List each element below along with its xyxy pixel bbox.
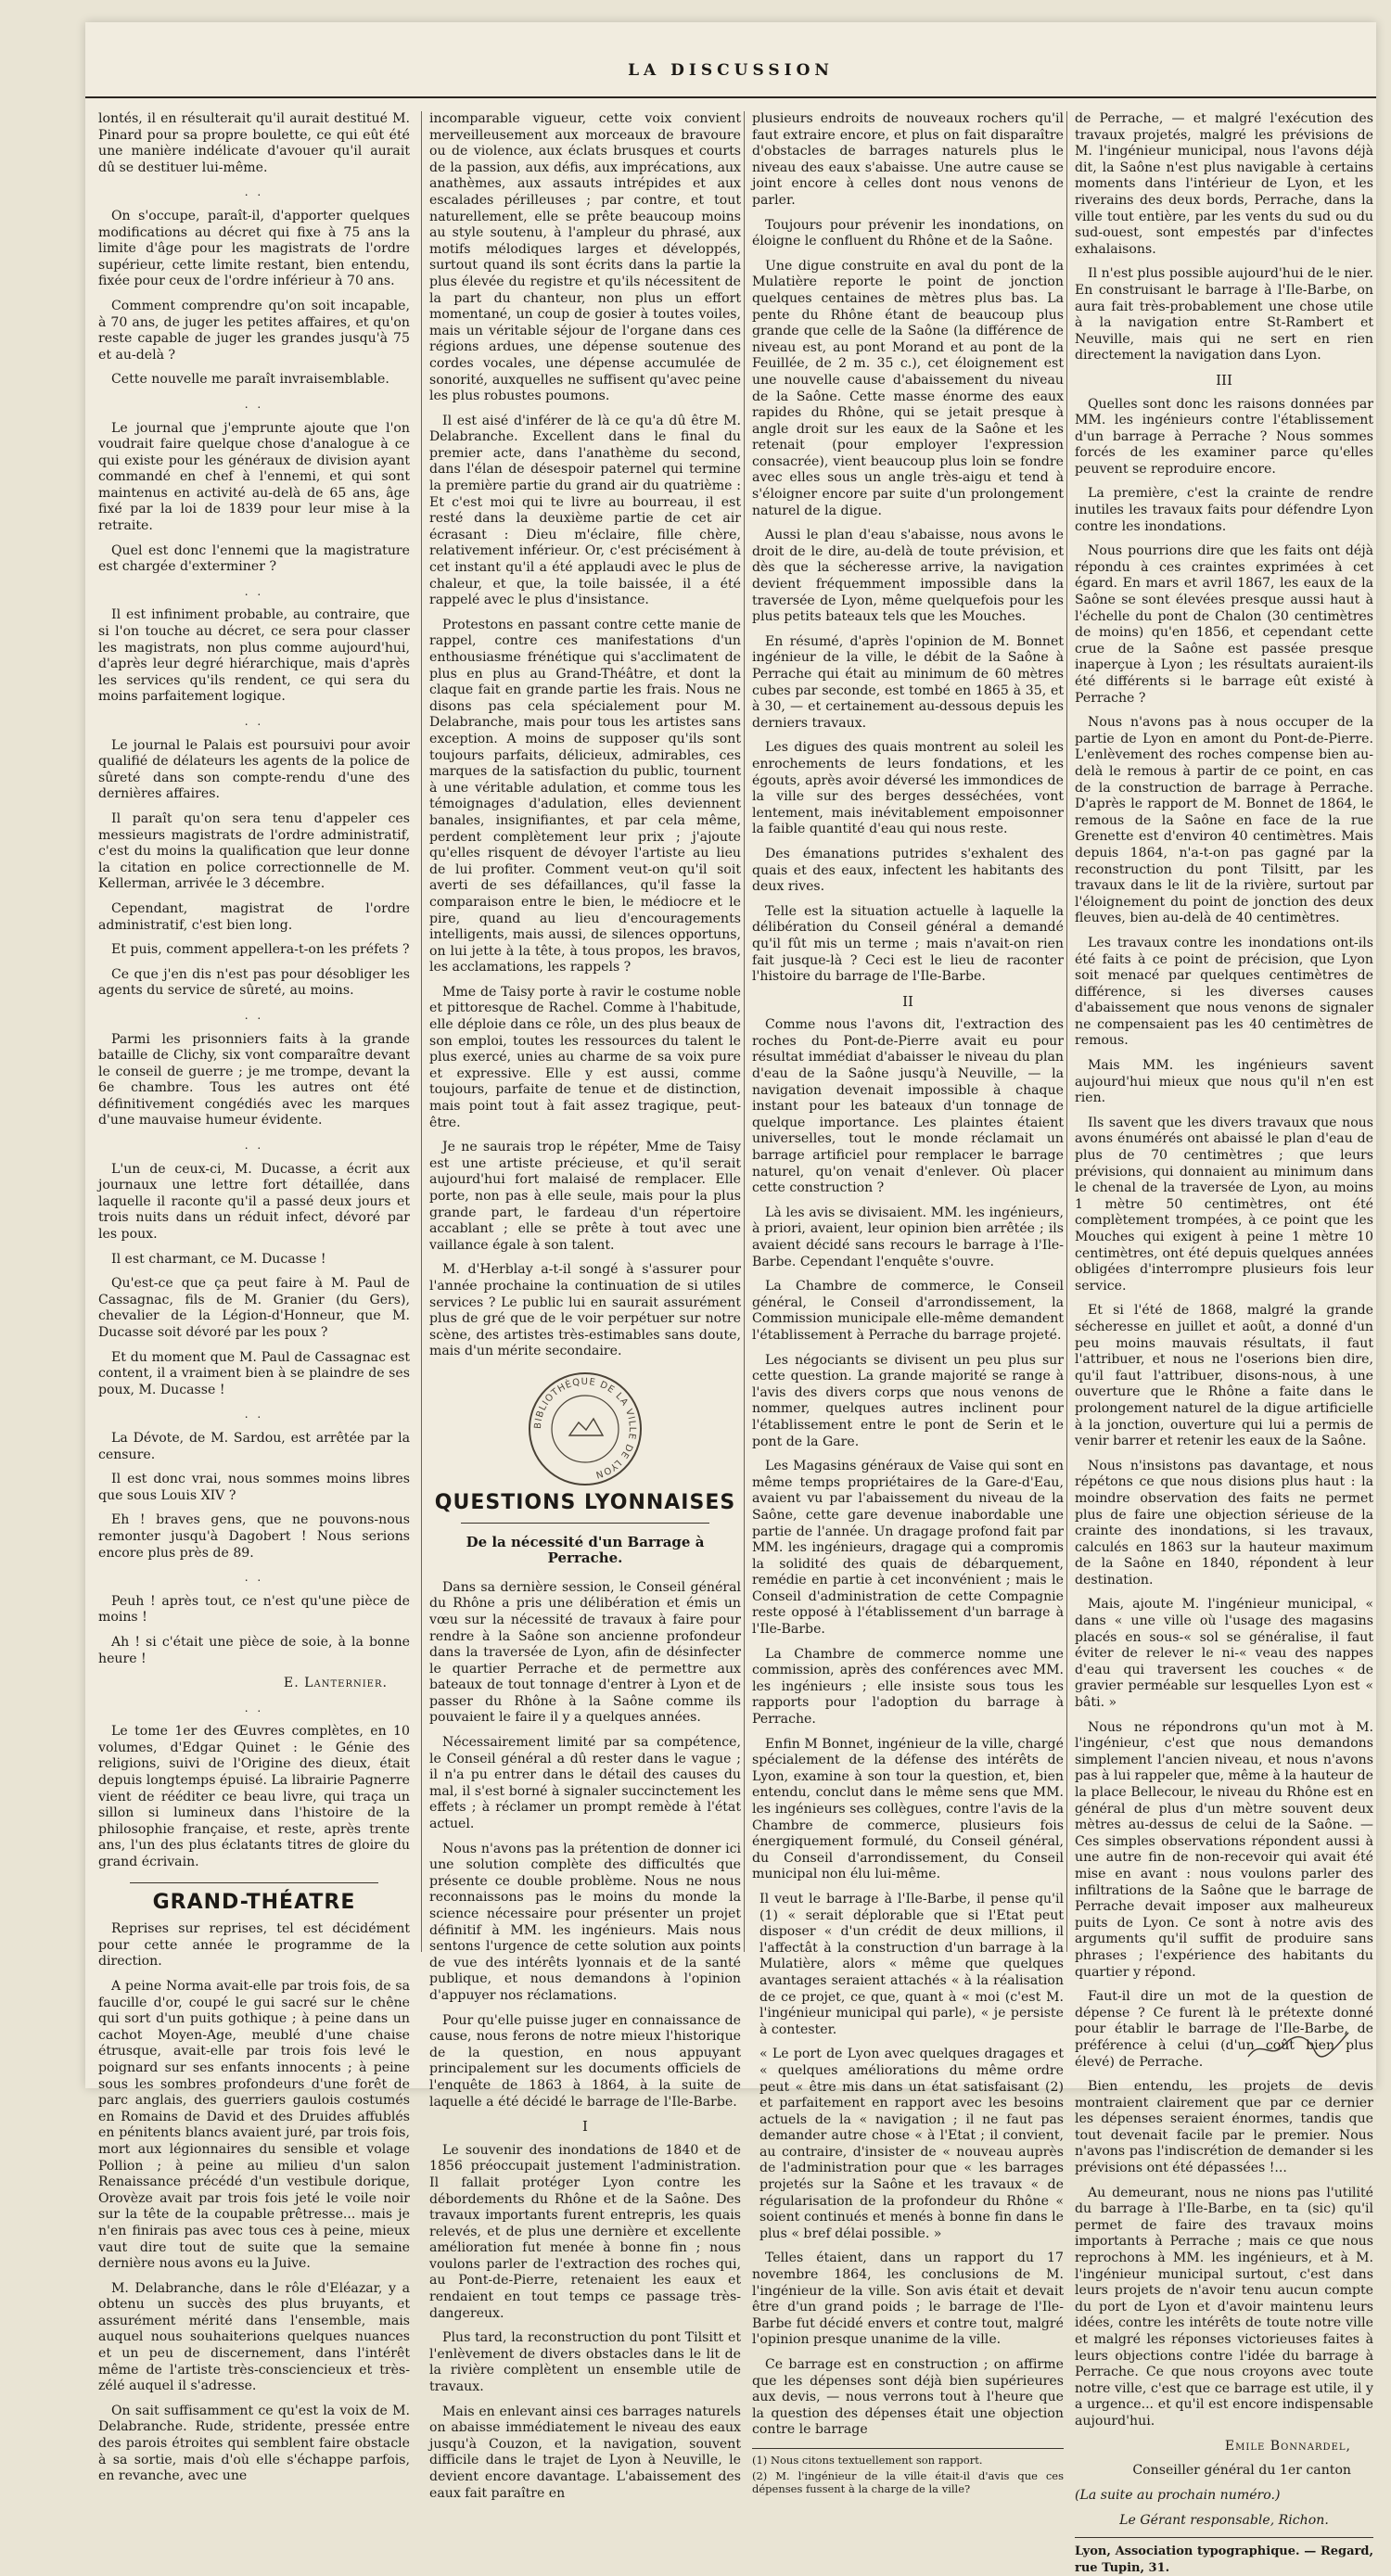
newspaper-page [85, 22, 1376, 2575]
continuation-note: (La suite au prochain numéro.) [1075, 2487, 1281, 2503]
paragraph: M. d'Herblay a-t-il songé à s'assurer pour l'année prochaine la continuation de si utiles services ? Le public lui en saurait assurément plus de gré que de le voir perpétuer sur notre scène, des artistes très-estimables sans doute, mais d'un mérite secondaire. [429, 1262, 741, 1359]
paragraph: Faut-il dire un mot de la question de dépense ? Ce furent là le prétexte donné pour établir le barrage de l'Ile-Barbe, de préférence à celui (d'un coût bien plus élevé) de Perrache. [1075, 1989, 1373, 2070]
managing-editor: Le Gérant responsable, Richon. [1119, 2513, 1329, 2529]
section-title-lyon: QUESTIONS LYONNAISES [434, 1490, 736, 1514]
paragraph: Pour qu'elle puisse juger en connaissance de cause, nous ferons de notre mieux l'historique de la question, en nous appuyant principalement sur les documents officiels de l'enquête de 1863 à 1864, à la suite de laquelle a été décidé le barrage de l'Ile-Barbe. [429, 2012, 741, 2110]
paragraph: Bien entendu, les projets de devis montraient clairement que par ce dernier les dépenses seraient énormes, tandis que tout devenait facile par le premier. Nous n'avons pas l'indiscrétion de demander si les prévisions ont été dépassées !... [1075, 2079, 1373, 2176]
separator-dots: . . [244, 1139, 264, 1153]
paragraph: Enfin M Bonnet, ingénieur de la ville, chargé spécialement de la défense des intérêts de Lyon, examine à son tour la question, et, bien entendu, conclut dans le même sens que MM. les ingénieurs ses collègues, contre l'avis de la Chambre de commerce, plusieurs fois énergiquement formulé, du Conseil général, du Conseil d'arrondissement, du Conseil municipal non élu lui-même. [752, 1736, 1064, 1882]
paragraph: Nécessairement limité par sa compétence, le Conseil général a dû rester dans le vague ; il n'a pu entrer dans le détail des causes du mal, il s'est borné à signaler succinctement les effets ; à réclamer un prompt remède à l'état actuel. [429, 1735, 741, 1832]
paragraph: Parmi les prisonniers faits à la grande bataille de Clichy, six vont comparaître devant le conseil de guerre ; je me trompe, devant la 6e chambre. Tous les autres ont été définitivement congédiés avec les marques d'une mauvaise humeur évidente. [98, 1031, 410, 1129]
paragraph: Il est aisé d'inférer de là ce qu'a dû être M. Delabranche. Excellent dans le final du premier acte, dans l'anathème du second, dans l'élan de désespoir paternel qui termine la première partie du grand air du quatrième : Et c'est moi qui te livre au bourreau, il est resté dans la deuxième partie de cet air écrasant : Dieu m'éclaire, fille chère, relativement inférieur. Or, c'est précisément à cet instant qu'il a été applaudi avec le plus de chaleur, et que, la toile baissée, il a été rappelé avec le plus d'insistance. [429, 413, 741, 608]
paragraph: Ils savent que les divers travaux que nous avons énumérés ont abaissé le plan d'eau de plus de 70 centimètres ; que leurs prévisions, qui donnaient au minimum dans le chenal de la traversée de Lyon, au moins 1 mètre 50 centimètres, ont été complètement trompées, à ce point que les Mouches qui exigent à peine 1 mètre 10 centimètres, ont été depuis quelques années obligées d'interrompre plusieurs fois leur service. [1075, 1115, 1373, 1294]
paragraph: M. Delabranche, dans le rôle d'Eléazar, y a obtenu un succès des plus bruyants, et assurément mérité dans l'ensemble, mais auquel nous souhaiterions quelques nuances et un peu de discernement, dans l'intérêt même de l'artiste très-consciencieux et très-zélé auquel il s'adresse. [98, 2280, 410, 2394]
separator-dots: . . [244, 1408, 264, 1422]
paragraph: Nous n'insistons pas davantage, et nous répétons ce que nous disions plus haut : la moindre observation des faits ne permet plus de faire une objection sérieuse de la crainte des inondations, si les travaux, calculés en 1863 sur la hauteur maximum de la Saône en 1840, répondent à leur destination. [1075, 1458, 1373, 1588]
paragraph: de Perrache, — et malgré l'exécution des travaux projetés, malgré les prévisions de M. l'ingénieur municipal, nous l'avons déjà dit, la Saône n'est plus navigable à certains moments dans l'intérieur de Lyon, et les riverains des deux bords, Perrache, dans la ville tout entière, par les vents du sud ou du sud-ouest, sont empestés par d'infectes exhalaisons. [1075, 111, 1373, 257]
paragraph: Nous pourrions dire que les faits ont déjà répondu à ces craintes exprimées à cet égard. En mars et avril 1867, les eaux de la Saône se sont élevées presque aussi haut à l'échelle du pont de Chalon (30 centimètres de moins) qu'en 1856, et cependant cette crue de la Saône est passée presque inaperçue à Lyon ; les résultats auraient-ils été différents si le barrage eût existé à Perrache ? [1075, 543, 1373, 706]
paragraph: Eh ! braves gens, que ne pouvons-nous remonter jusqu'à Dagobert ! Nous serions encore plus près de 89. [98, 1512, 410, 1561]
masthead: LA DISCUSSION [85, 43, 1376, 98]
library-stamp-icon [525, 1369, 645, 1489]
column-4 [1066, 111, 1373, 2575]
paragraph: lontés, il en résulterait qu'il aurait destitué M. Pinard pour sa propre boulette, ce qui eût été une manière indélicate d'avouer qu'il aurait dû se destituer lui-même. [98, 111, 410, 175]
paragraph: Mme de Taisy porte à ravir le costume noble et pittoresque de Rachel. Comme à l'habitude, elle déploie dans ce rôle, un des plus beaux de son emploi, toutes les ressources du talent le plus exercé, unies au charme de sa voix pure et expressive. Elle y est aussi, comme toujours, parfaite de tenue et de distinction, mais point tout à fait assez tragique, peut-être. [429, 984, 741, 1130]
paragraph: Le journal que j'emprunte ajoute que l'on voudrait faire quelque chose d'analogue à ce qui existe pour les généraux de division ayant commandé en chef à l'ennemi, et qui sont maintenus en activité au-delà de 65 ans, âge fixé par la loi de 1839 pour leur mise à la retraite. [98, 420, 410, 534]
paragraph: Et puis, comment appellera-t-on les préfets ? [111, 942, 410, 958]
footnote: (2) M. l'ingénieur de la ville était-il d'avis que ces dépenses fussent à la charge de la ville? [752, 2468, 1064, 2495]
paragraph: La Chambre de commerce nomme une commission, après des conférences avec MM. les ingénieurs ; elle insiste sous tous les rapports pour l'adoption du barrage à Perrache. [752, 1646, 1064, 1728]
paragraph: Les négociants se divisent un peu plus sur cette question. La grande majorité se range à l'avis des divers corps que nous venons de nommer, quelques autres inclinent pour l'établissement entre le pont de Serin et le pont de la Gare. [752, 1352, 1064, 1449]
paragraph: En résumé, d'après l'opinion de M. Bonnet ingénieur de la ville, le débit de la Saône à Perrache qui était au minimum de 60 mètres cubes par seconde, est tombé en 1865 à 35, et à 30, — et certainement au-dessous depuis les derniers travaux. [752, 633, 1064, 731]
quoted-report [752, 1892, 1064, 2242]
paragraph: Comme nous l'avons dit, l'extraction des roches du Pont-de-Pierre avait eu pour résultat immédiat d'abaisser le niveau du plan d'eau de la Saône jusqu'à Neuville, — la navigation devenait impossible à chaque instant pour les bateaux d'un tonnage de quelque importance. Les plaintes étaient universelles, tout le monde réclamait un barrage artificiel pour remplacer le barrage naturel, qu'on venait d'enlever. Où placer cette construction ? [752, 1017, 1064, 1196]
section-rule [130, 1882, 378, 1883]
paragraph: Et du moment que M. Paul de Cassagnac est content, il a vraiment bien à se plaindre de ses poux, M. Ducasse ! [98, 1349, 410, 1397]
author-role: Conseiller général du 1er canton [1132, 2463, 1351, 2479]
paragraph: Protestons en passant contre cette manie de rappel, contre ces manifestations d'un enthousiasme frénétique qui s'acclimatent de plus en plus au Grand-Théâtre, et dont la claque fait en grande partie les frais. Nous ne disons pas cela spécialement pour M. Delabranche, mais pour tous les artistes sans exception. A moins de supposer qu'ils sont toujours parfaits, délicieux, admirables, ces marques de la satisfaction du public, tournent à une véritable adulation, et comme tous les témoignages d'adulation, elles deviennent banales, insignifiantes, et par cela même, perdent complètement leur prix ; j'ajoute qu'elles risquent de dévoyer l'artiste au lieu de lui profiter. Comment veut-on qu'il soit averti de ses défaillances, qu'il fasse la comparaison entre le bien, le médiocre et le pire, quand au lieu d'encouragements intelligents, mais aussi, de silences opportuns, on lui jette à la tête, à tous propos, les bravos, les acclamations, les rappels ? [429, 617, 741, 976]
paragraph: Aussi le plan d'eau s'abaisse, nous avons le droit de le dire, au-delà de toute prévision, et dès que la sécheresse arrive, la navigation devient fréquemment impossible dans la traversée de Lyon, même quelquefois pour les plus petits bateaux tels que les Mouches. [752, 528, 1064, 625]
paragraph: Toujours pour prévenir les inondations, on éloigne le confluent du Rhône et de la Saône. [752, 217, 1064, 249]
footnotes [752, 2448, 1064, 2495]
printer-imprint: Lyon, Association typographique. — Regard, rue Tupin, 31. [1075, 2537, 1373, 2576]
paragraph: Nous n'avons pas la prétention de donner ici une solution complète des difficultés que présente ce double problème. Nous ne nous reconnaissons pas le moins du monde la science nécessaire pour présenter un projet définitif à MM. les ingénieurs. Mais nous sentons l'urgence de cette solution aux points de vue des intérêts lyonnais et de la santé publique, et nous demandons à l'opinion d'appuyer nos réclamations. [429, 1841, 741, 2003]
separator-dots: . . [244, 1701, 264, 1715]
footnote: (1) Nous citons textuellement son rapport. [752, 2453, 983, 2467]
paragraph: Il n'est plus possible aujourd'hui de le nier. En construisant le barrage à l'Ile-Barbe, on aura fait très-probablement une chose utile à la navigation entre St-Rambert et Neuville, mais qui ne sert en rien directement la navigation dans Lyon. [1075, 266, 1373, 363]
paragraph: Le souvenir des inondations de 1840 et de 1856 préoccupait justement l'administration. Il fallait protéger Lyon contre les débordements du Rhône et de la Saône. Des travaux importants furent entrepris, les quais relevés, et de plus une dernière et excellente amélioration fut menée à bonne fin ; nous voulons parler de l'extraction des roches qui, au Pont-de-Pierre, retenaient les eaux et rendaient en tout temps ce passage très-dangereux. [429, 2142, 741, 2321]
paragraph: Les travaux contre les inondations ont-ils été faits à ce point de précision, que Lyon soit menacé par quelques centimètres de différence, si les diverses causes d'abaissement que nous venons de signaler ne compensaient pas les 40 centimètres de remous. [1075, 935, 1373, 1049]
paragraph: Il est donc vrai, nous sommes moins libres que sous Louis XIV ? [98, 1472, 410, 1503]
paragraph: On sait suffisamment ce qu'est la voix de M. Delabranche. Rude, stridente, pressée entre des parois étroites qui semblent faire obstacle à sa sortie, mais d'où elle s'échappe parfois, en revanche, avec une [98, 2403, 410, 2484]
paragraph: Ah ! si c'était une pièce de soie, à la bonne heure ! [98, 1634, 410, 1666]
paragraph: La première, c'est la crainte de rendre inutiles les travaux faits pour défendre Lyon contre les inondations. [1075, 486, 1373, 534]
paragraph: Une digue construite en aval du pont de la Mulatière reporte le point de jonction quelques centaines de mètres plus bas. La pente du Rhône étant de beaucoup plus grande que celle de la Saône (la différence de niveau est, au pont Morand et au pont de la Feuillée, de 2 m. 35 c.), cet éloignement est une nouvelle cause d'abaissement du niveau de la Saône. Cette masse énorme des eaux rapides du Rhône, qui se jetait presque à angle droit sur les eaux de la Saône et les retenait (pour employer l'expression consacrée), vient beaucoup plus loin se fondre avec elles sous un angle très-aigu et tend à s'éloigner encore par suite d'un prolongement naturel de la digue. [752, 258, 1064, 518]
paragraph: Ce barrage est en construction ; on affirme que les dépenses sont déjà bien supérieures aux devis, — nous verrons tout à l'heure que la question des dépenses était une objection contre le barrage [752, 2357, 1064, 2438]
stamp-text: BIBLIOTHÈQUE DE LA VILLE DE LYON [532, 1376, 638, 1480]
section-title-theatre: GRAND-THÉATRE [152, 1890, 356, 1914]
separator-dots: . . [244, 1008, 264, 1022]
separator-dots: . . [244, 715, 264, 728]
paragraph: Et si l'été de 1868, malgré la grande sécheresse en juillet et août, a donné d'un peu moins mauvais résultats, il faut l'attribuer, et nous ne l'oserions bien dire, qu'il faut l'attribuer, disons-nous, à une ouverture que le Rhône a faite dans le prolongement naturel de la digue artificielle à la jonction, ouverture qui lui a permis de venir barrer et retenir les eaux de la Saône. [1075, 1303, 1373, 1449]
separator-dots: . . [244, 1571, 264, 1585]
paragraph: Les Magasins généraux de Vaise qui sont en même temps propriétaires de la Gare-d'Eau, avaient vu par l'abaissement du niveau de la Saône, cette gare devenue inabordable une partie de l'année. Un dragage profond fait par MM. les ingénieurs, dragage qui a compromis la solidité des quais de débarquement, remédie en partie à cet inconvénient ; mais le Conseil d'administration de cette Compagnie reste opposé à l'établissement d'un barrage à l'Ile-Barbe. [752, 1459, 1064, 1638]
separator-dots: . . [244, 584, 264, 598]
section-numeral: III [1216, 371, 1232, 389]
paragraph: Mais en enlevant ainsi ces barrages naturels on abaisse immédiatement le niveau des eaux jusqu'à Couzon, et la navigation, souvent difficile dans le trajet de Lyon à Neuville, le devient encore davantage. L'abaissement des eaux fait paraître en [429, 2404, 741, 2501]
paragraph: Il veut le barrage à l'Ile-Barbe, il pense qu'il (1) « serait déplorable que si l'Etat peut disposer « d'un crédit de deux millions, il l'affectât à la construction d'un barrage à la Mulatière, alors « même que quelques avantages seraient attachés « à la réalisation de ce projet, ce que, quant à « moi (c'est M. l'ingénieur municipal qui parle), « je persiste à contester. [759, 1891, 1064, 2037]
handwritten-mark-icon [1243, 2020, 1354, 2068]
paragraph: Qu'est-ce que ça peut faire à M. Paul de Cassagnac, fils de M. Granier (du Gers), chevalier de la Légion-d'Honneur, que M. Ducasse soit dévoré par les poux ? [98, 1276, 410, 1340]
paragraph: Nous ne répondrons qu'un mot à M. l'ingénieur, c'est que nous demandons simplement l'ancien niveau, et nous n'avons pas à lui rappeler que, même à la hauteur de la place Bellecour, le niveau du Rhône est en général de plus d'un mètre souvent deux mètres au-dessus de celui de la Saône. — Ces simples observations répondent aussi à une autre fin de non-recevoir qui avait été mise en avant : nous voulons parler des infiltrations de la Saône que le barrage de Perrache devait imposer aux malheureux puits de Lyon. Ce sont à notre avis des arguments qu'il suffit de produire sans phrases ; l'expérience des habitants du quartier y répond. [1075, 1719, 1373, 1980]
column-3 [744, 111, 1064, 2495]
paragraph: Des émanations putrides s'exhalent des quais et des eaux, infectent les habitants des deux rives. [752, 846, 1064, 895]
paragraph: Mais, ajoute M. l'ingénieur municipal, « dans « une ville où l'usage des magasins placés en sous-« sol se généralise, il faut éviter de relever le ni-« veau des nappes d'eau qui traversent les couches « de gravier perméable sur lesquelles Lyon est « bâti. » [1075, 1597, 1373, 1711]
paragraph: Telles étaient, dans un rapport du 17 novembre 1864, les conclusions de M. l'ingénieur de la ville. Son avis était et devait être d'un grand poids ; le barrage de l'Ile-Barbe fut décidé envers et contre tout, malgré l'opinion presque unanime de la ville. [752, 2251, 1064, 2348]
paragraph: Quel est donc l'ennemi que la magistrature est chargée d'exterminer ? [98, 542, 410, 575]
paragraph: Je ne saurais trop le répéter, Mme de Taisy est une artiste précieuse, et qu'il serait aujourd'hui fort malaisé de remplacer. Elle porte, non pas à elle seule, mais pour la plus grande part, le fardeau d'un répertoire accablant ; elle se prête à tout avec une vaillance égale à son talent. [429, 1140, 741, 1253]
column-2 [421, 111, 741, 2501]
paragraph: La Dévote, de M. Sardou, est arrêtée par la censure. [98, 1430, 410, 1462]
author-signature: E. Lanternier. [283, 1676, 388, 1691]
paragraph: Le tome 1er des Œuvres complètes, en 10 volumes, d'Edgar Quinet : le Génie des religions, suivi de l'Origine des dieux, était depuis longtemps épuisé. La librairie Pagnerre vient de rééditer ce beau livre, qui traça un sillon si lumineux dans l'histoire de la philosophie française, et reste, après trente ans, l'un des plus éclatants titres de gloire du grand écrivain. [98, 1724, 410, 1870]
author-signature: Emile Bonnardel, [1224, 2438, 1351, 2454]
paragraph: Au demeurant, nous ne nions pas l'utilité du barrage à l'Ile-Barbe, en ta (sic) qu'il permet de faire des travaux moins importants à Perrache ; mais ce que nous reprochons à MM. les ingénieurs, et à M. l'ingénieur municipal surtout, c'est dans leurs projets de n'avoir tenu aucun compte du port de Lyon et d'avoir maintenu leurs idées, contre les intérêts de toute notre ville et malgré les réponses victorieuses faites à leurs objections contre l'idée du barrage à Perrache. Ce que nous croyons avec toute notre ville, c'est que ce barrage est utile, il y a urgence... et qu'il est encore indispensable aujourd'hui. [1075, 2185, 1373, 2429]
paragraph: Le journal le Palais est poursuivi pour avoir qualifié de délateurs les agents de la police de sûreté dans son compte-rendu d'une des dernières affaires. [98, 737, 410, 802]
paragraph: Cependant, magistrat de l'ordre administratif, c'est bien long. [98, 900, 410, 933]
paragraph: A peine Norma avait-elle par trois fois, de sa faucille d'or, coupé le gui sacré sur le chêne qui sort d'un puits gothique ; à peine dans un cachot Moyen-Age, meublé d'une chaise étrusque, avait-elle par trois fois levé le poignard sur ses enfants innocents ; à peine sous les sombres profondeurs d'une forêt de parc anglais, des guerriers gaulois costumés en Romains de David et des Druides affublés en pénitents blancs avaient juré, par trois fois, mort aux légionnaires du sensible et volage Pollion ; à peine au milieu d'un salon Renaissance précédé d'un vestibule dorique, Orovèze avait par trois fois jeté le voile noir sur la tête de la coupable prêtresse... mais je n'en finirais pas avec tous ces à peine, mieux vaut dire tout de suite que la semaine dernière nous avons eu la Juive. [98, 1979, 410, 2272]
paragraph: plusieurs endroits de nouveaux rochers qu'il faut extraire encore, et plus on fait disparaître d'obstacles de barrages naturels plus le niveau des eaux s'abaisse. Une autre cause se joint encore à celles dont nous venons de parler. [752, 111, 1064, 208]
separator-dots: . . [244, 397, 264, 411]
paragraph: Plus tard, la reconstruction du pont Tilsitt et l'enlèvement de divers obstacles dans le lit de la rivière complètent un ensemble utile de travaux. [429, 2330, 741, 2395]
paragraph: Telle est la situation actuelle à laquelle la délibération du Conseil général a demandé qu'il fût mis un terme ; mais n'avait-on rien fait jusque-là ? Ceci est le lieu de raconter l'histoire du barrage de l'Ile-Barbe. [752, 903, 1064, 985]
paragraph: Il est infiniment probable, au contraire, que si l'on touche au décret, ce sera pour classer les magistrats, non plus comme aujourd'hui, d'après leur degré hiérarchique, mais d'après les services qu'ils rendent, ce qui sera du moins parfaitement logique. [98, 607, 410, 705]
paragraph: Dans sa dernière session, le Conseil général du Rhône a pris une délibération et émis un vœu sur la nécessité de travaux à faire pour rendre à la Saône son ancienne profondeur dans la traversée de Lyon, afin de désinfecter le quartier Perrache et de permettre aux bateaux de tout tonnage d'entrer à Lyon et de passer du Rhône à la Saône comme ils pouvaient le faire il y a quelques années. [429, 1579, 741, 1726]
section-rule [461, 1523, 709, 1524]
paragraph: L'un de ceux-ci, M. Ducasse, a écrit aux journaux une lettre fort détaillée, dans laquelle il raconte qu'il a passé deux jours et trois nuits dans un réduit infect, dévoré par les poux. [98, 1161, 410, 1243]
section-numeral: II [902, 992, 913, 1010]
paragraph: Là les avis se divisaient. MM. les ingénieurs, à priori, avaient, leur opinion bien arrêtée ; ils avaient décidé sans recours le barrage à l'Ile-Barbe. Cependant l'enquête s'ouvre. [752, 1205, 1064, 1269]
paragraph: Mais MM. les ingénieurs savent aujourd'hui mieux que nous qu'il n'en est rien. [1075, 1058, 1373, 1106]
paragraph: Peuh ! après tout, ce n'est qu'une pièce de moins ! [98, 1593, 410, 1626]
paragraph: Ce que j'en dis n'est pas pour désobliger les agents du service de sûreté, au moins. [98, 966, 410, 999]
paragraph: Reprises sur reprises, tel est décidément pour cette année le programme de la direction. [98, 1921, 410, 1970]
column-1 [98, 111, 410, 2484]
paragraph: La Chambre de commerce, le Conseil général, le Conseil d'arrondissement, la Commission municipale elle-même demandent l'établissement à Perrache du barrage projeté. [752, 1279, 1064, 1343]
paragraph: Nous n'avons pas à nous occuper de la partie de Lyon en amont du Pont-de-Pierre. L'enlèvement des roches compense bien au-delà le remous à partir de ce point, en cas de la construction de barrage à Perrache. D'après le rapport de M. Bonnet de 1864, le remous de la Saône en face de la rue Grenette est d'environ 40 centimètres. Mais depuis 1864, n'a-t-on pas gagné par la reconstruction du pont Tilsitt, par les travaux dans le lit de la rivière, surtout par l'éloignement du point de jonction des deux fleuves, bien au-delà de 40 centimètres. [1075, 715, 1373, 926]
paragraph: incomparable vigueur, cette voix convient merveilleusement aux morceaux de bravoure ou de violence, aux éclats brusques et courts de la passion, aux défis, aux imprécations, aux anathèmes, aux assauts intrépides et aux escalades périlleuses ; par contre, et tout naturellement, elle se prête beaucoup moins au style soutenu, à l'ampleur du phrasé, aux motifs mélodiques larges et développés, surtout quand ils sont écrits dans la partie la plus élevée du registre et qu'ils nécessitent de la part du chanteur, non plus un effort momentané, un coup de gosier à toutes voiles, mais un véritable séjour de l'organe dans ces régions ardues, une dépense soutenue des cordes vocales, une dépense accumulée de sonorité, auxquelles ne suffisent qu'avec peine les plus robustes poumons. [429, 111, 741, 404]
paragraph: On s'occupe, paraît-il, d'apporter quelques modifications au décret qui fixe à 75 ans la limite d'âge pour les magistrats de l'ordre supérieur, cette limite restant, bien entendu, fixée pour ceux de l'ordre inférieur à 70 ans. [98, 208, 410, 289]
section-subtitle: De la nécessité d'un Barrage à Perrache. [466, 1533, 705, 1567]
section-numeral: I [582, 2118, 588, 2136]
paragraph: Cette nouvelle me paraît invraisemblable. [111, 372, 389, 388]
paragraph: Les digues des quais montrent au soleil les enrochements de leurs fondations, et les égouts, après avoir déversé les immondices de la ville sur des berges desséchées, vont lentement, mais inévitablement empoisonner la faible quantité d'eau qui nous reste. [752, 740, 1064, 837]
paragraph: Quelles sont donc les raisons données par MM. les ingénieurs contre l'établissement d'un barrage à Perrache ? Nous sommes forcés de les examiner parce qu'elles peuvent se reproduire encore. [1075, 396, 1373, 477]
separator-dots: . . [244, 185, 264, 199]
paragraph: Il est charmant, ce M. Ducasse ! [111, 1251, 326, 1267]
paragraph: « Le port de Lyon avec quelques dragages et « quelques améliorations du même ordre peut « être mis dans un état satisfaisant (2) et parfaitement en rapport avec les besoins actuels de la « navigation ; il ne faut pas demander autre chose « à l'Etat ; il convient, au contraire, d'insister de « nouveau auprès de l'administration pour que « les barrages projetés sur la Saône et les travaux « de régularisation de la profondeur du Rhône « soient continués et menés à bonne fin dans le plus « bref délai possible. » [759, 2047, 1064, 2241]
paragraph: Il paraît qu'on sera tenu d'appeler ces messieurs magistrats de l'ordre administratif, c'est du moins la qualification que leur donne la citation en police correctionnelle de M. Kellerman, arrivée le 3 décembre. [98, 810, 410, 892]
paragraph: Comment comprendre qu'on soit incapable, à 70 ans, de juger les petites affaires, et qu'on reste capable de juger les grandes jusqu'à 75 et au-delà ? [98, 298, 410, 363]
